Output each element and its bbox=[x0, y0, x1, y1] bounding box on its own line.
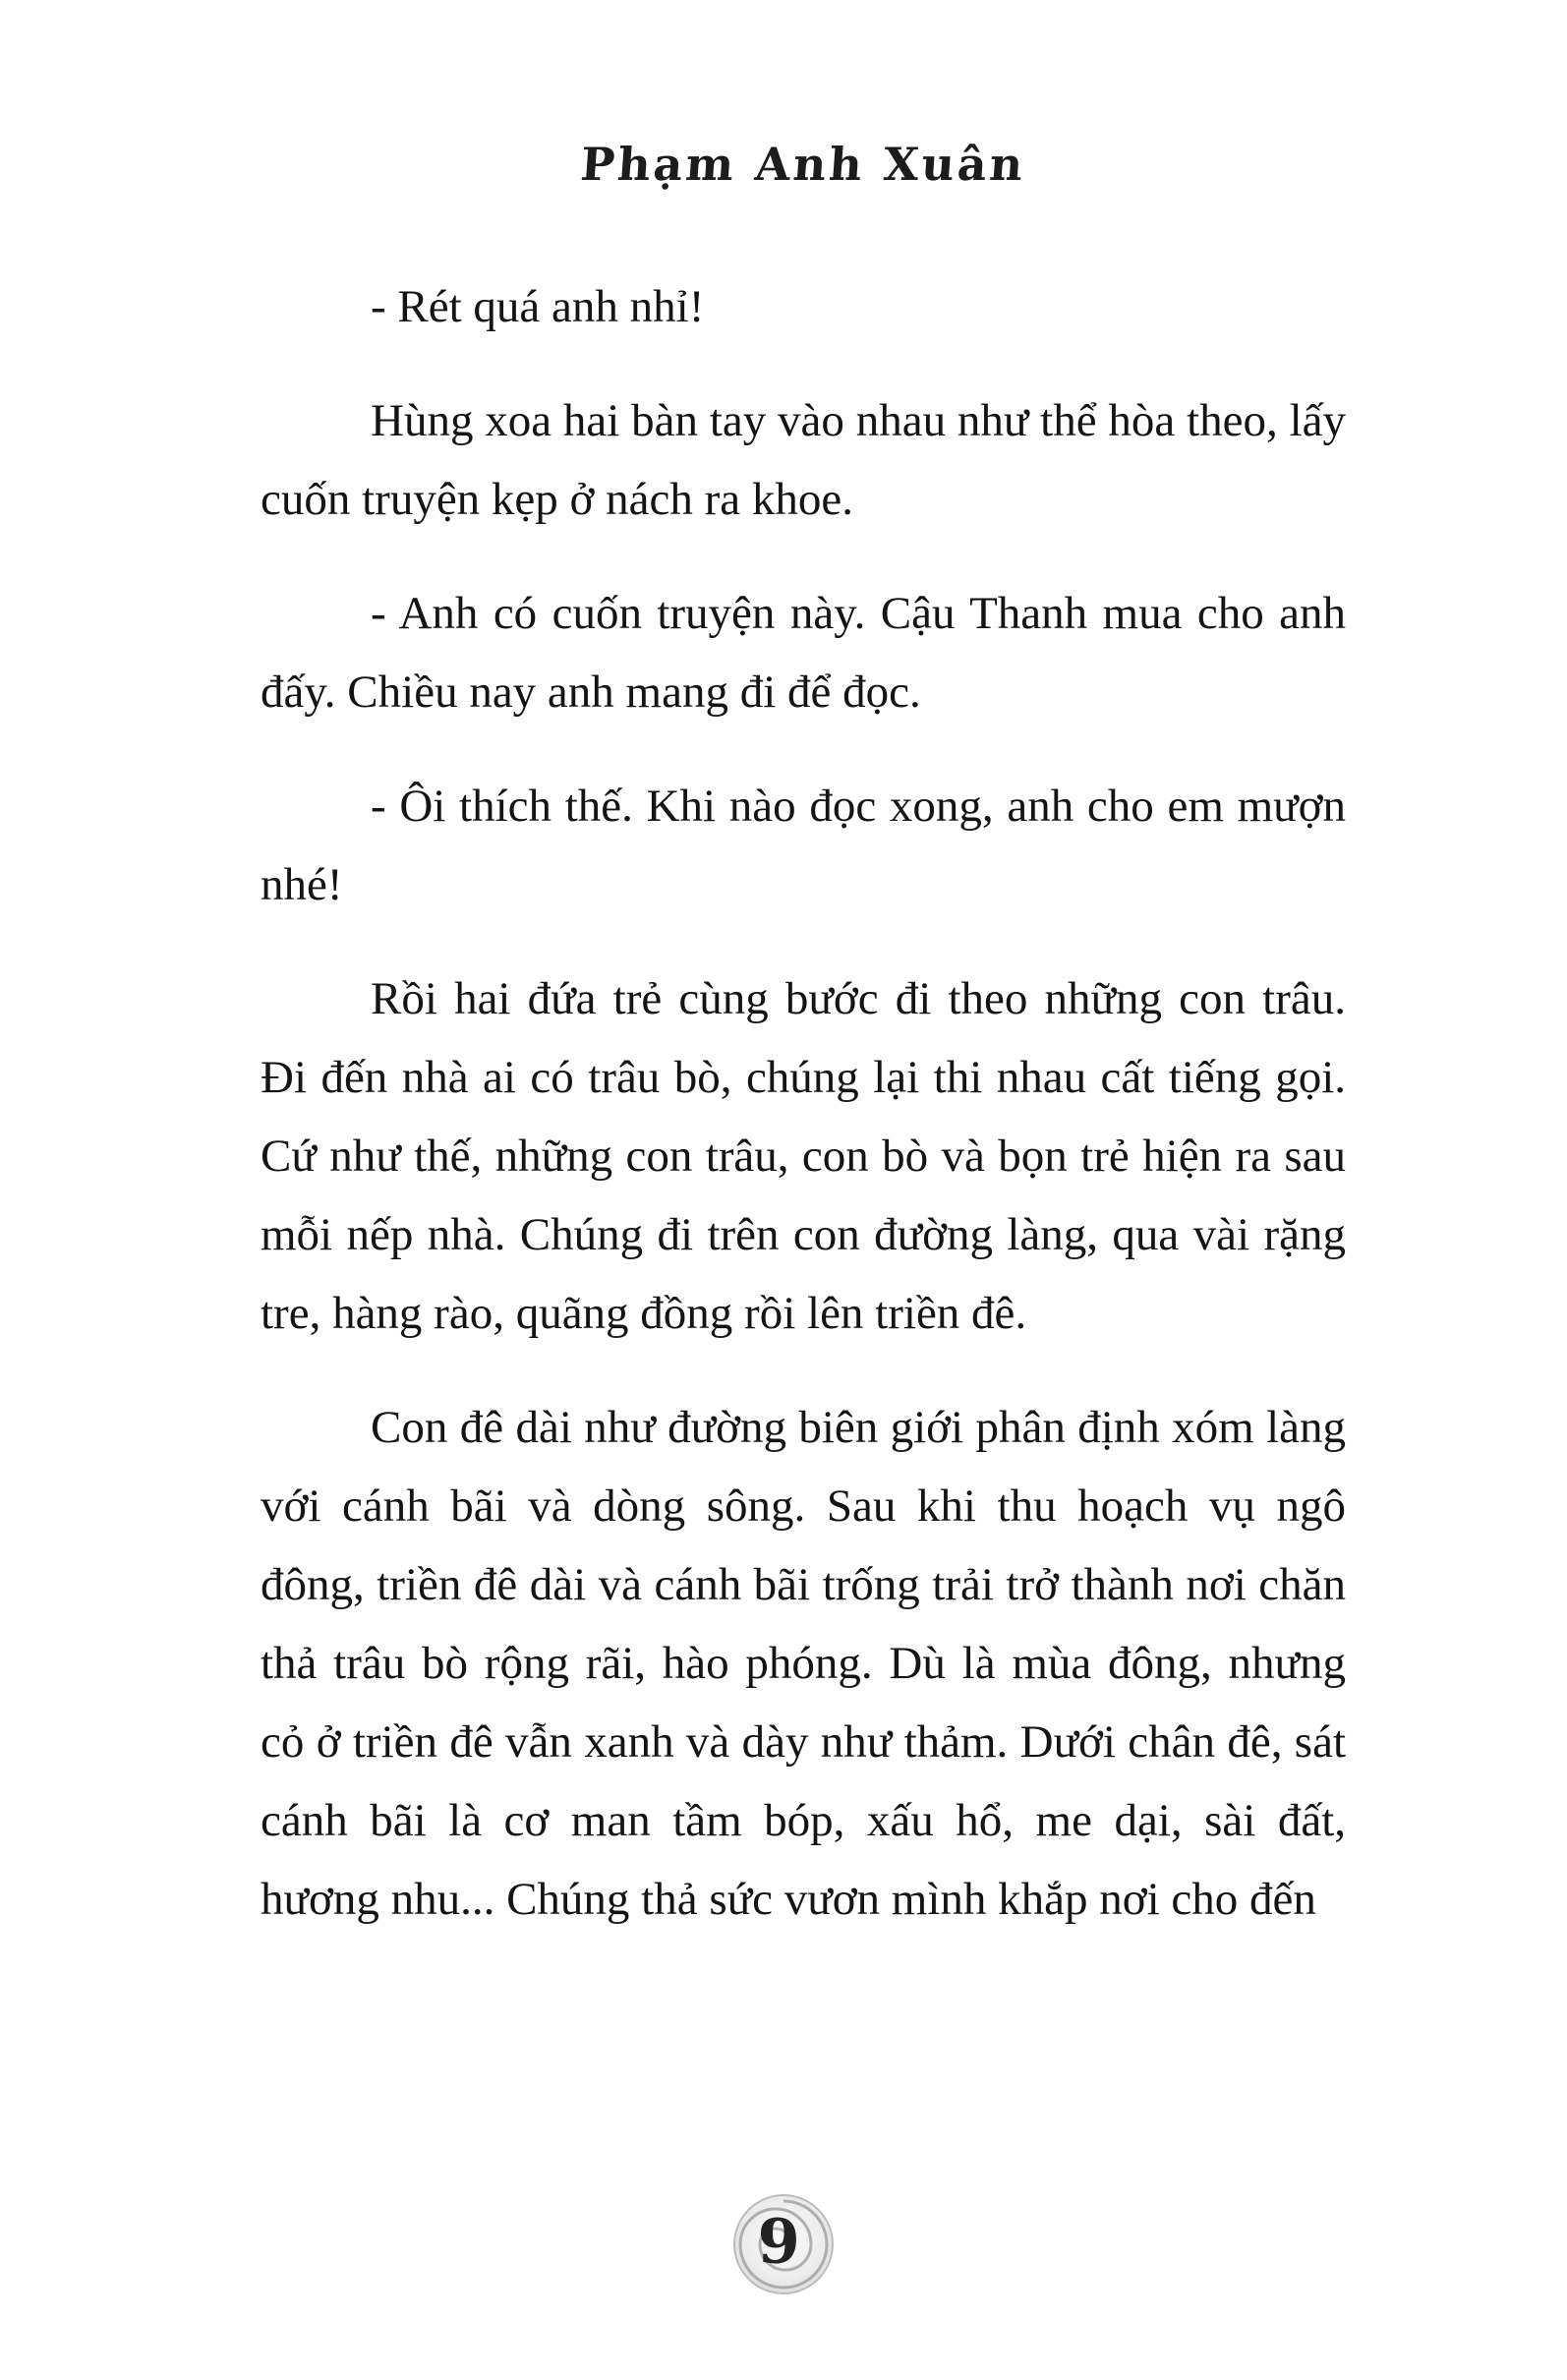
page-body bbox=[261, 267, 1346, 1939]
author-header: Phạm Anh Xuân bbox=[578, 138, 1028, 191]
paragraph-narration-2: Rồi hai đứa trẻ cùng bước đi theo những con trâu. Đi đến nhà ai có trâu bò, chúng lại thi nhau cất tiếng gọi. Cứ như thế, những con trâu, con bò và bọn trẻ hiện ra sau mỗi nếp nhà. Chúng đi trên con đường làng, qua vài rặng tre, hàng rào, quãng đồng rồi lên triền đê. bbox=[261, 973, 1346, 1339]
paragraph-dialogue-3: - Ôi thích thế. Khi nào đọc xong, anh cho em mượn nhé! bbox=[261, 781, 1346, 910]
page-footer bbox=[0, 2185, 1567, 2303]
paragraph-dialogue-2: - Anh có cuốn truyện này. Cậu Thanh mua cho anh đấy. Chiều nay anh mang đi để đọc. bbox=[261, 588, 1346, 718]
paragraph-narration-1: Hùng xoa hai bàn tay vào nhau như thể hòa theo, lấy cuốn truyện kẹp ở nách ra khoe. bbox=[261, 395, 1346, 525]
paragraph-narration-3: Con đê dài như đường biên giới phân định xóm làng với cánh bãi và dòng sông. Sau khi thu hoạch vụ ngô đông, triền đê dài và cánh bãi trống trải trở thành nơi chăn thả trâu bò rộng rãi, hào phóng. Dù là mùa đông, nhưng cỏ ở triền đê vẫn xanh và dày như thảm. Dưới chân đê, sát cánh bãi là cơ man tầm bóp, xấu hổ, me dại, sài đất, hương nhu... Chúng thả sức vươn mình khắp nơi cho đến bbox=[261, 1402, 1346, 1925]
page-number: 9 bbox=[757, 2205, 800, 2278]
page-number-badge bbox=[725, 2185, 842, 2303]
paragraph-dialogue-1: - Rét quá anh nhỉ! bbox=[371, 281, 705, 332]
